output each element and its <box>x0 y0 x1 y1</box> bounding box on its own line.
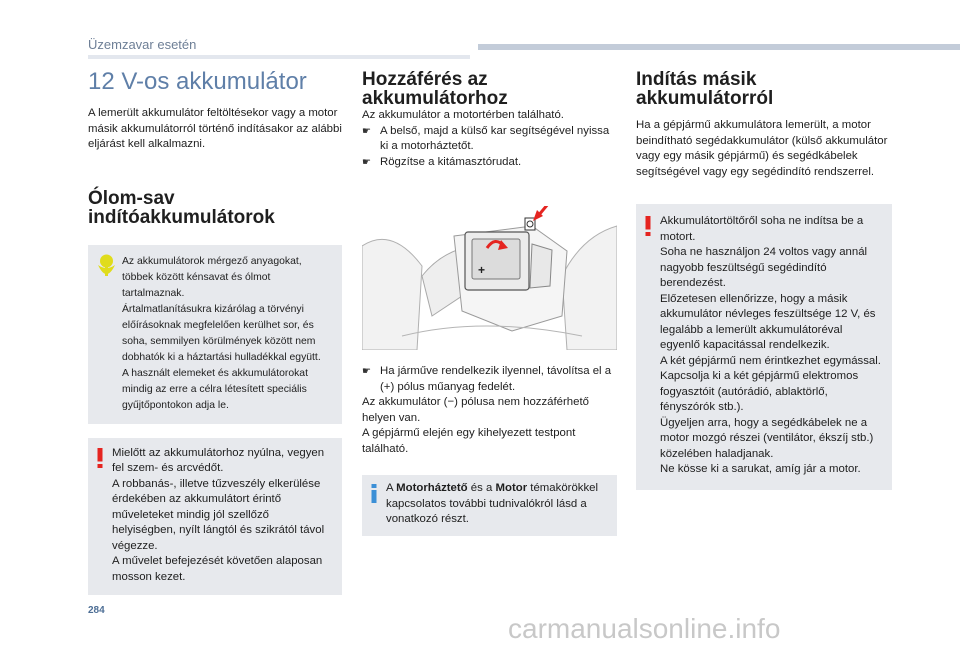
header-divider-left <box>88 55 470 59</box>
jump-start-warning <box>636 204 892 490</box>
section-header: Üzemzavar esetén <box>88 37 197 52</box>
exclamation-icon <box>96 448 104 468</box>
info-icon <box>370 484 378 503</box>
jump-start-heading: Indítás másik akkumulátorról <box>636 69 774 109</box>
info-text-pre: A <box>386 482 397 494</box>
arrow-bullet-icon: ☛ <box>362 156 371 168</box>
access-steps <box>362 124 617 171</box>
battery-illustration <box>362 206 617 350</box>
column-left <box>88 66 342 595</box>
list-item <box>362 155 617 171</box>
step-text: A belső, majd a külső kar segítségével nyissa ki a motorháztetőt. <box>380 124 610 152</box>
column-middle <box>362 66 617 536</box>
list-item <box>362 364 617 395</box>
jump-start-warning-text: Akkumulátortöltőről soha ne indítsa be a motort. Soha ne használjon 24 voltos vagy annál nagyobb feszültségű segédindító berendezést. Előzetesen ellenőrizze, hogy a másik akkumulátor névleges feszültsége 12 V, és legalább a lemerült akkumulátoréval egyenlő kapacitással rendelkezik. A két gépjármű nem érintkezhet egymással. Kapcsolja ki a két gépjármű elektromos fogyasztóit (autórádió, ablaktörlő, fényszórók stb.). Ügyeljen arra, hogy a segédkábelek ne a motor mozgó részei (ventilátor, ékszíj stb.) közelében haladjanak. Ne kösse ki a sarukat, amíg jár a motor. <box>660 215 881 475</box>
step-text: Rögzítse a kitámasztórudat. <box>380 155 522 168</box>
lead-acid-heading: Ólom-sav indítóakkumulátorok <box>88 187 275 228</box>
jump-start-intro: Ha a gépjármű akkumulátora lemerült, a motor beindítható segédakkumulátor (külső akkumulátor vagy egy másik gépjármű) és segédkábelek segítségével vagy egy segédindító rendszerrel. <box>636 119 888 178</box>
access-heading: Hozzáférés az akkumulátorhoz <box>362 69 508 109</box>
page-title: 12 V-os akkumulátor <box>88 68 307 95</box>
environment-notice <box>88 245 342 424</box>
info-notice-text <box>386 481 609 528</box>
plus-terminal-label: + <box>478 263 486 277</box>
lead-icon <box>96 253 117 277</box>
column-right <box>636 66 892 490</box>
exclamation-icon <box>644 216 652 236</box>
ground-point-text: Az akkumulátor (−) pólusa nem hozzáférhető helyen van. A gépjármű elején egy kihelyezett testpont található. <box>362 396 589 455</box>
arrow-bullet-icon: ☛ <box>362 125 371 137</box>
safety-warning <box>88 438 342 596</box>
info-text-post: témakörökkel kapcsolatos további tudnivalókról lásd a vonatkozó részt. <box>386 482 599 525</box>
arrow-bullet-icon: ☛ <box>362 366 371 377</box>
list-item <box>362 124 617 155</box>
safety-warning-text: Mielőtt az akkumulátorhoz nyúlna, vegyen fel szem- és arcvédőt. A robbanás-, illetve tűzveszély elkerülése érdekében az akkumulátort érintő műveleteket mindig jól szellőző helyiségben, nyílt lángtól és szikrától távol végezze. A művelet befejezését követően alaposan mosson kezet. <box>112 446 325 583</box>
watermark: carmanualsonline.info <box>508 613 781 644</box>
access-intro: Az akkumulátor a motortérben található. <box>362 109 564 121</box>
header-divider-right <box>478 44 960 50</box>
intro-text: A lemerült akkumulátor feltöltésekor vagy a motor másik akkumulátorról történő indításakor az alábbi eljárást kell alkalmazni. <box>88 107 342 150</box>
info-keyword-engine: Motor <box>495 482 528 494</box>
cover-step <box>362 364 617 395</box>
battery-drawing <box>362 206 617 350</box>
info-keyword-hood: Motorháztető <box>396 482 468 494</box>
step-text: Ha járműve rendelkezik ilyennel, távolítsa el a (+) pólus műanyag fedelét. <box>380 365 612 393</box>
info-notice <box>362 475 617 536</box>
page-number: 284 <box>88 605 105 616</box>
environment-notice-text: Az akkumulátorok mérgező anyagokat, többek között kénsavat és ólmot tartalmaznak. Ártalmatlanításukra kizárólag a törvényi előírásoknak megfelelően kerülhet sor, és soha, semmilyen körülmények között nem dobhatók ki a háztartási hulladékkal együtt. A használt elemeket és akkumulátorokat mindig az erre a célra létesített speciális gyűjtőpontokon adja le. <box>122 255 321 411</box>
info-text-mid: és a <box>467 482 496 494</box>
